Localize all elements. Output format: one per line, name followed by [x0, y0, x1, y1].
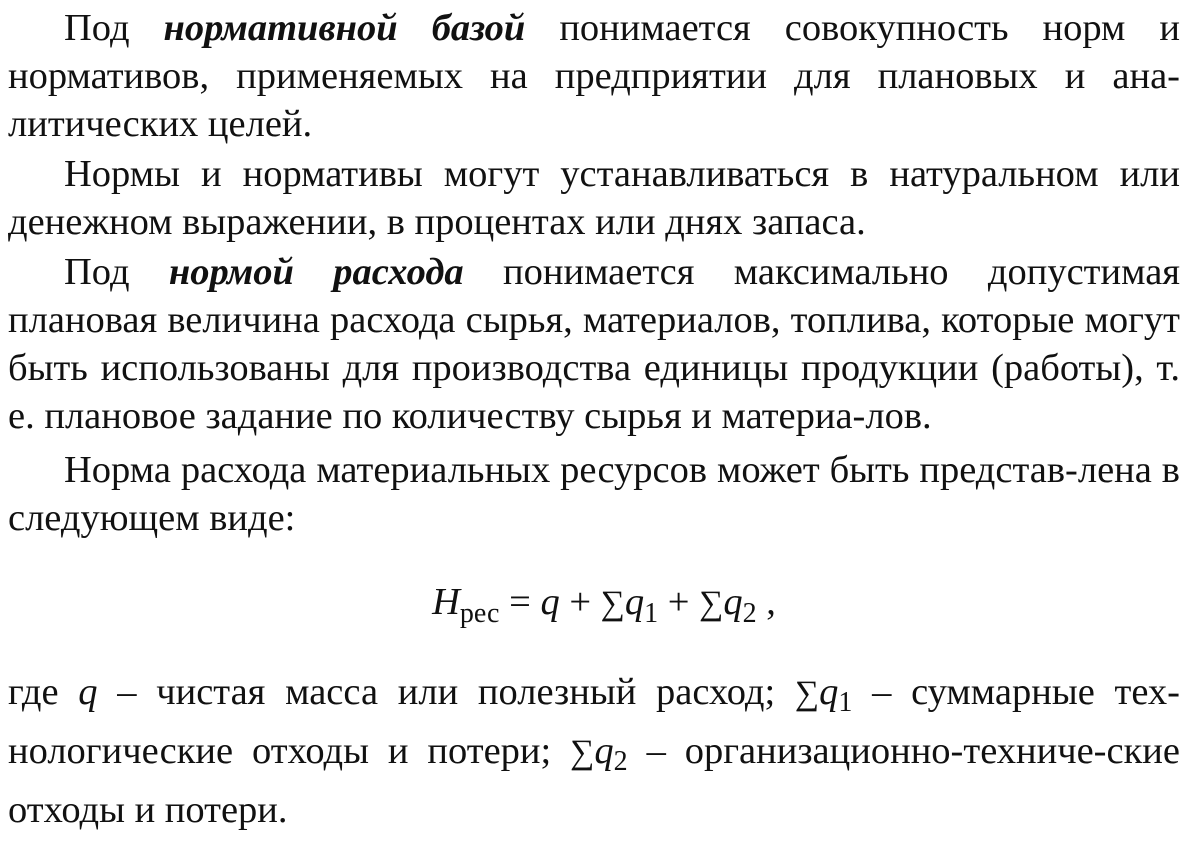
p1-post: понимается совокупность норм и нормативов, применяемых на предприятии для плановых и ана-литических целей.: [8, 7, 1180, 145]
formula-q1: q: [624, 581, 645, 623]
where-q: q: [78, 671, 98, 713]
p3-pre: Под: [64, 251, 169, 293]
where-q-desc: – чистая масса или полезный расход;: [97, 671, 795, 713]
where-sigma-1: ∑: [794, 675, 820, 712]
p1-pre: Под: [64, 7, 164, 49]
formula-lhs: Н: [432, 581, 460, 623]
formula-sigma-2: ∑: [699, 585, 724, 622]
formula-q1-sub: 1: [644, 598, 659, 629]
where-sigma-2: ∑: [570, 734, 595, 771]
paragraph-normative-base: [8, 4, 1180, 148]
formula-trail: ,: [756, 581, 776, 623]
formula-sigma-1: ∑: [600, 585, 625, 622]
formula-equals: =: [499, 581, 541, 623]
term-normative-base: нормативной базой: [163, 7, 526, 49]
paragraph-formula-intro: Норма расхода материальных ресурсов может быть представ-лена в следующем виде:: [8, 449, 1180, 539]
formula-q2: q: [723, 581, 743, 623]
paragraph-norms-expression: Нормы и нормативы могут устанавливаться в натуральном или денежном выражении, в процентах или днях запаса.: [8, 153, 1180, 243]
where-q1-desc: – суммарные тех-нологические отходы и потери;: [8, 671, 1180, 772]
formula-plus-1: +: [559, 581, 601, 623]
where-lead: где: [8, 671, 79, 713]
formula-q2-sub: 2: [742, 598, 757, 629]
formula-lhs-sub: рес: [459, 598, 500, 629]
where-q1: q: [819, 671, 839, 713]
formula-q: q: [540, 581, 560, 623]
paragraph-where-definitions: [8, 668, 1180, 834]
where-q2: q: [594, 730, 614, 772]
formula-plus-2: +: [658, 581, 700, 623]
where-q2-sub: 2: [613, 746, 628, 777]
formula: [8, 578, 1180, 638]
p3-post: понимается максимально допустимая плановая величина расхода сырья, материалов, топлива, которые могут быть использованы для производства единицы продукции (работы), т. е. плановое задание по количеству сырья и материа-лов.: [8, 251, 1180, 437]
where-q1-sub: 1: [838, 687, 853, 718]
paragraph-consumption-norm: [8, 248, 1180, 440]
where-q2-desc: – организационно-техниче-ские отходы и потери.: [8, 730, 1180, 831]
term-consumption-norm: нормой расхода: [168, 251, 464, 293]
